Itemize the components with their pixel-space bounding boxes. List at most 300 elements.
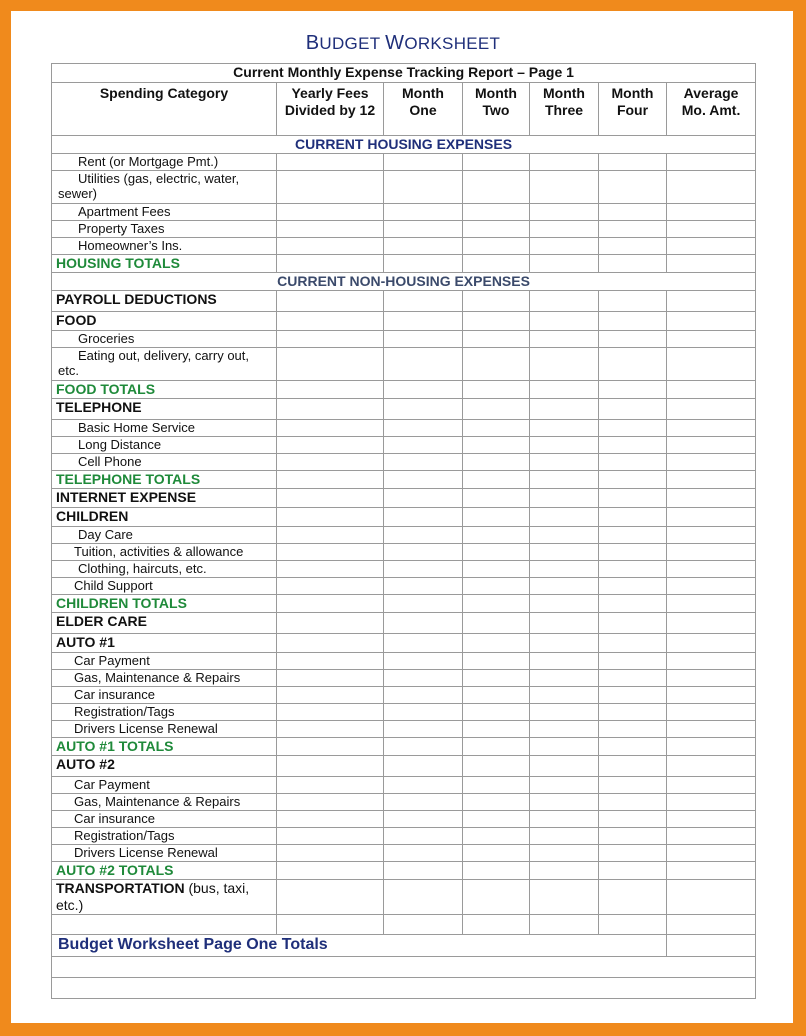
cell-input[interactable] <box>463 738 530 756</box>
cell-input[interactable] <box>667 561 756 578</box>
cell-input[interactable] <box>667 331 756 348</box>
cell-input[interactable] <box>463 508 530 527</box>
cell-input[interactable] <box>667 578 756 595</box>
cell-input[interactable] <box>463 670 530 687</box>
row-rent: Rent (or Mortgage Pmt.) <box>52 154 756 171</box>
cell-input[interactable] <box>530 437 599 454</box>
cell-input[interactable] <box>667 221 756 238</box>
cell-input[interactable] <box>463 704 530 721</box>
cell-input[interactable] <box>277 880 384 915</box>
cell-input[interactable] <box>667 828 756 845</box>
section-non-housing: CURRENT NON-HOUSING EXPENSES <box>52 273 756 291</box>
cell-input[interactable] <box>463 255 530 273</box>
cell-input[interactable] <box>667 613 756 634</box>
cell-input[interactable] <box>530 862 599 880</box>
cell-input[interactable] <box>667 862 756 880</box>
cell-input[interactable] <box>667 508 756 527</box>
cell-input[interactable] <box>384 331 463 348</box>
cell-input[interactable] <box>667 653 756 670</box>
cell-input[interactable] <box>277 828 384 845</box>
cell-input[interactable] <box>277 738 384 756</box>
cell-input[interactable] <box>599 687 667 704</box>
cell-input[interactable] <box>384 381 463 399</box>
cell-input[interactable] <box>384 291 463 312</box>
cell-input[interactable] <box>599 489 667 508</box>
row-day-care: Day Care <box>52 527 756 544</box>
cell-input[interactable] <box>384 634 463 653</box>
row-auto1-car-payment: Car Payment <box>52 653 756 670</box>
cell-input[interactable] <box>599 312 667 331</box>
cell-input[interactable] <box>384 221 463 238</box>
cell-input[interactable] <box>384 704 463 721</box>
cell-input[interactable] <box>384 756 463 777</box>
cell-input[interactable] <box>463 880 530 915</box>
cell-input[interactable] <box>530 670 599 687</box>
cell-input[interactable] <box>599 613 667 634</box>
cell-input[interactable] <box>667 204 756 221</box>
row-auto2-car-payment: Car Payment <box>52 777 756 794</box>
row-apartment-fees: Apartment Fees <box>52 204 756 221</box>
cell-input[interactable] <box>530 634 599 653</box>
cell-input[interactable] <box>277 777 384 794</box>
cell-input[interactable] <box>599 721 667 738</box>
row-clothing: Clothing, haircuts, etc. <box>52 561 756 578</box>
row-auto2-totals: AUTO #2 TOTALS <box>52 862 756 880</box>
cell-input[interactable] <box>599 794 667 811</box>
cell-input[interactable] <box>530 381 599 399</box>
cell-input[interactable] <box>384 489 463 508</box>
cell-input[interactable] <box>277 845 384 862</box>
cell-input[interactable] <box>384 471 463 489</box>
cell-input[interactable] <box>277 704 384 721</box>
cell-input[interactable] <box>277 634 384 653</box>
cell-input[interactable] <box>384 794 463 811</box>
row-auto2: AUTO #2 <box>52 756 756 777</box>
cell-input[interactable] <box>530 880 599 915</box>
cell-input[interactable] <box>463 561 530 578</box>
cell-input[interactable] <box>667 544 756 561</box>
cell-input[interactable] <box>599 578 667 595</box>
row-blank <box>52 957 756 978</box>
cell-input[interactable] <box>530 738 599 756</box>
cell-input[interactable] <box>384 171 463 204</box>
cell-input[interactable] <box>463 471 530 489</box>
cell-input[interactable] <box>463 595 530 613</box>
cell-input[interactable] <box>463 204 530 221</box>
cell-input[interactable] <box>599 915 667 935</box>
cell-input[interactable] <box>277 454 384 471</box>
row-housing-totals: HOUSING TOTALS <box>52 255 756 273</box>
cell-input[interactable] <box>463 828 530 845</box>
row-children-totals: CHILDREN TOTALS <box>52 595 756 613</box>
row-basic-home: Basic Home Service <box>52 420 756 437</box>
cell-input[interactable] <box>463 381 530 399</box>
cell-input[interactable] <box>530 255 599 273</box>
cell-input[interactable] <box>667 171 756 204</box>
header-average: Average Mo. Amt. <box>667 83 756 136</box>
cell-input[interactable] <box>599 204 667 221</box>
row-homeowners-ins: Homeowner’s Ins. <box>52 238 756 255</box>
cell-input[interactable] <box>530 653 599 670</box>
cell-input[interactable] <box>530 544 599 561</box>
cell-input[interactable] <box>384 508 463 527</box>
cell-input[interactable] <box>599 420 667 437</box>
cell-input[interactable] <box>463 312 530 331</box>
cell-input[interactable] <box>599 811 667 828</box>
cell-input[interactable] <box>530 508 599 527</box>
cell-input[interactable] <box>599 238 667 255</box>
cell-input[interactable] <box>277 687 384 704</box>
budget-table <box>51 63 756 999</box>
cell-input[interactable] <box>530 561 599 578</box>
cell-input[interactable] <box>667 348 756 381</box>
cell-input[interactable] <box>530 221 599 238</box>
cell-input[interactable] <box>463 527 530 544</box>
cell-input[interactable] <box>599 291 667 312</box>
cell-input[interactable] <box>463 454 530 471</box>
cell-input[interactable] <box>667 738 756 756</box>
cell-input[interactable] <box>384 880 463 915</box>
row-groceries: Groceries <box>52 331 756 348</box>
row-payroll: PAYROLL DEDUCTIONS <box>52 291 756 312</box>
cell-input[interactable] <box>530 348 599 381</box>
cell-input[interactable] <box>599 634 667 653</box>
cell-input[interactable] <box>277 255 384 273</box>
cell-input[interactable] <box>530 811 599 828</box>
cell-input[interactable] <box>599 670 667 687</box>
cell-input[interactable] <box>599 255 667 273</box>
cell-input[interactable] <box>384 721 463 738</box>
row-auto1-totals: AUTO #1 TOTALS <box>52 738 756 756</box>
cell-input[interactable] <box>277 578 384 595</box>
cell-input[interactable] <box>384 561 463 578</box>
cell-input[interactable] <box>667 381 756 399</box>
row-auto2-gas: Gas, Maintenance & Repairs <box>52 794 756 811</box>
cell-input[interactable] <box>667 811 756 828</box>
cell-input[interactable] <box>667 687 756 704</box>
cell-input[interactable] <box>277 312 384 331</box>
cell-input[interactable] <box>277 811 384 828</box>
cell-input[interactable] <box>384 595 463 613</box>
cell-input[interactable] <box>599 777 667 794</box>
row-auto1-license: Drivers License Renewal <box>52 721 756 738</box>
cell-input[interactable] <box>384 348 463 381</box>
cell-input[interactable] <box>599 828 667 845</box>
cell-input[interactable] <box>667 634 756 653</box>
cell-input[interactable] <box>463 777 530 794</box>
row-blank <box>52 978 756 999</box>
cell-input[interactable] <box>667 756 756 777</box>
cell-input[interactable] <box>277 171 384 204</box>
cell-input[interactable] <box>384 613 463 634</box>
cell-input[interactable] <box>530 704 599 721</box>
cell-input[interactable] <box>667 255 756 273</box>
cell-input[interactable] <box>463 238 530 255</box>
cell-input[interactable] <box>277 544 384 561</box>
cell-input[interactable] <box>530 420 599 437</box>
cell-input[interactable] <box>599 171 667 204</box>
cell-input[interactable] <box>667 794 756 811</box>
cell-input[interactable] <box>530 527 599 544</box>
cell-input[interactable] <box>277 862 384 880</box>
row-auto1: AUTO #1 <box>52 634 756 653</box>
cell-input[interactable] <box>384 544 463 561</box>
cell-input[interactable] <box>384 238 463 255</box>
row-auto2-license: Drivers License Renewal <box>52 845 756 862</box>
cell-input[interactable] <box>667 154 756 171</box>
cell-input[interactable] <box>530 154 599 171</box>
cell-input[interactable] <box>277 154 384 171</box>
cell-input[interactable] <box>384 399 463 420</box>
cell-input[interactable] <box>463 687 530 704</box>
header-spending-category: Spending Category <box>52 83 277 136</box>
cell-input[interactable] <box>384 255 463 273</box>
cell-input[interactable] <box>277 670 384 687</box>
cell-input[interactable] <box>599 348 667 381</box>
cell-input[interactable] <box>463 489 530 508</box>
cell-input[interactable] <box>599 154 667 171</box>
cell-input[interactable] <box>384 915 463 935</box>
cell-input[interactable] <box>530 777 599 794</box>
cell-input[interactable] <box>384 811 463 828</box>
cell-input[interactable] <box>384 670 463 687</box>
cell-input[interactable] <box>530 399 599 420</box>
cell-input[interactable] <box>530 471 599 489</box>
cell-input[interactable] <box>463 348 530 381</box>
cell-input[interactable] <box>599 544 667 561</box>
cell-input[interactable] <box>530 204 599 221</box>
cell-input[interactable] <box>599 738 667 756</box>
cell-input[interactable] <box>530 721 599 738</box>
row-page-totals: Budget Worksheet Page One Totals <box>52 935 756 957</box>
cell-input[interactable] <box>463 613 530 634</box>
cell-input[interactable] <box>277 399 384 420</box>
cell-input[interactable] <box>277 204 384 221</box>
cell-input[interactable] <box>599 508 667 527</box>
cell-input[interactable] <box>384 738 463 756</box>
cell-input[interactable] <box>384 527 463 544</box>
cell-input[interactable] <box>384 862 463 880</box>
cell-input[interactable] <box>599 756 667 777</box>
cell-input[interactable] <box>599 454 667 471</box>
cell-input[interactable] <box>463 794 530 811</box>
cell-input[interactable] <box>277 238 384 255</box>
cell-input[interactable] <box>384 845 463 862</box>
cell-input[interactable] <box>384 420 463 437</box>
cell-input[interactable] <box>384 154 463 171</box>
report-title: Current Monthly Expense Tracking Report – Page 1 <box>52 64 756 83</box>
cell-input[interactable] <box>277 437 384 454</box>
cell-input[interactable] <box>463 721 530 738</box>
cell-input[interactable] <box>599 381 667 399</box>
row-eating-out: Eating out, delivery, carry out, etc. <box>52 348 756 381</box>
cell-input[interactable] <box>463 291 530 312</box>
cell-input[interactable] <box>530 915 599 935</box>
cell-input[interactable] <box>277 561 384 578</box>
cell-input[interactable] <box>463 331 530 348</box>
cell-input[interactable] <box>667 915 756 935</box>
cell-input[interactable] <box>463 578 530 595</box>
cell-input[interactable] <box>52 957 756 978</box>
row-transportation: TRANSPORTATION (bus, taxi, etc.) <box>52 880 756 915</box>
cell-input[interactable] <box>52 978 756 999</box>
cell-input[interactable] <box>599 331 667 348</box>
cell-input[interactable] <box>463 171 530 204</box>
cell-input[interactable] <box>667 935 756 957</box>
cell-input[interactable] <box>530 312 599 331</box>
cell-input[interactable] <box>277 420 384 437</box>
cell-input[interactable] <box>667 670 756 687</box>
cell-input[interactable] <box>277 489 384 508</box>
cell-input[interactable] <box>384 312 463 331</box>
cell-input[interactable] <box>530 845 599 862</box>
cell-input[interactable] <box>52 915 277 935</box>
cell-input[interactable] <box>277 653 384 670</box>
cell-input[interactable] <box>277 595 384 613</box>
row-utilities: Utilities (gas, electric, water, sewer) <box>52 171 756 204</box>
cell-input[interactable] <box>384 777 463 794</box>
cell-input[interactable] <box>384 204 463 221</box>
cell-input[interactable] <box>599 880 667 915</box>
cell-input[interactable] <box>384 653 463 670</box>
cell-input[interactable] <box>463 915 530 935</box>
page-title: BUDGET WORKSHEET <box>305 32 501 54</box>
row-internet: INTERNET EXPENSE <box>52 489 756 508</box>
cell-input[interactable] <box>530 578 599 595</box>
cell-input[interactable] <box>599 595 667 613</box>
row-cell-phone: Cell Phone <box>52 454 756 471</box>
row-telephone: TELEPHONE <box>52 399 756 420</box>
cell-input[interactable] <box>530 613 599 634</box>
cell-input[interactable] <box>530 756 599 777</box>
cell-input[interactable] <box>277 915 384 935</box>
row-property-taxes: Property Taxes <box>52 221 756 238</box>
cell-input[interactable] <box>667 471 756 489</box>
cell-input[interactable] <box>463 221 530 238</box>
cell-input[interactable] <box>277 756 384 777</box>
row-food: FOOD <box>52 312 756 331</box>
cell-input[interactable] <box>599 527 667 544</box>
header-row <box>52 83 756 136</box>
cell-input[interactable] <box>599 437 667 454</box>
header-month-one: Month One <box>384 83 463 136</box>
cell-input[interactable] <box>599 471 667 489</box>
cell-input[interactable] <box>463 811 530 828</box>
cell-input[interactable] <box>530 454 599 471</box>
cell-input[interactable] <box>463 845 530 862</box>
cell-input[interactable] <box>599 399 667 420</box>
cell-input[interactable] <box>277 381 384 399</box>
cell-input[interactable] <box>463 399 530 420</box>
cell-input[interactable] <box>277 613 384 634</box>
cell-input[interactable] <box>384 578 463 595</box>
header-month-three: Month Three <box>530 83 599 136</box>
header-yearly-fees: Yearly Fees Divided by 12 <box>277 83 384 136</box>
cell-input[interactable] <box>667 437 756 454</box>
cell-input[interactable] <box>277 794 384 811</box>
section-housing: CURRENT HOUSING EXPENSES <box>52 136 756 154</box>
row-auto1-registration: Registration/Tags <box>52 704 756 721</box>
cell-input[interactable] <box>667 595 756 613</box>
row-long-distance: Long Distance <box>52 437 756 454</box>
cell-input[interactable] <box>667 399 756 420</box>
cell-input[interactable] <box>599 862 667 880</box>
report-title-row <box>52 64 756 83</box>
cell-input[interactable] <box>463 653 530 670</box>
cell-input[interactable] <box>384 687 463 704</box>
cell-input[interactable] <box>463 862 530 880</box>
cell-input[interactable] <box>277 471 384 489</box>
row-auto2-registration: Registration/Tags <box>52 828 756 845</box>
cell-input[interactable] <box>667 880 756 915</box>
cell-input[interactable] <box>599 561 667 578</box>
cell-input[interactable] <box>667 845 756 862</box>
cell-input[interactable] <box>599 221 667 238</box>
cell-input[interactable] <box>277 527 384 544</box>
row-auto2-insurance: Car insurance <box>52 811 756 828</box>
header-month-two: Month Two <box>463 83 530 136</box>
cell-input[interactable] <box>667 777 756 794</box>
cell-input[interactable] <box>277 331 384 348</box>
cell-input[interactable] <box>530 794 599 811</box>
row-auto1-gas: Gas, Maintenance & Repairs <box>52 670 756 687</box>
cell-input[interactable] <box>667 312 756 331</box>
cell-input[interactable] <box>384 454 463 471</box>
row-telephone-totals: TELEPHONE TOTALS <box>52 471 756 489</box>
cell-input[interactable] <box>277 291 384 312</box>
cell-input[interactable] <box>530 171 599 204</box>
cell-input[interactable] <box>384 437 463 454</box>
cell-input[interactable] <box>277 221 384 238</box>
cell-input[interactable] <box>463 634 530 653</box>
cell-input[interactable] <box>667 291 756 312</box>
cell-input[interactable] <box>277 508 384 527</box>
cell-input[interactable] <box>463 437 530 454</box>
header-month-four: Month Four <box>599 83 667 136</box>
cell-input[interactable] <box>463 544 530 561</box>
cell-input[interactable] <box>599 704 667 721</box>
cell-input[interactable] <box>530 828 599 845</box>
row-tuition: Tuition, activities & allowance <box>52 544 756 561</box>
cell-input[interactable] <box>530 687 599 704</box>
cell-input[interactable] <box>277 348 384 381</box>
cell-input[interactable] <box>384 828 463 845</box>
cell-input[interactable] <box>667 238 756 255</box>
cell-input[interactable] <box>530 291 599 312</box>
cell-input[interactable] <box>530 489 599 508</box>
row-elder-care: ELDER CARE <box>52 613 756 634</box>
cell-input[interactable] <box>463 756 530 777</box>
cell-input[interactable] <box>599 653 667 670</box>
cell-input[interactable] <box>530 331 599 348</box>
row-child-support: Child Support <box>52 578 756 595</box>
cell-input[interactable] <box>599 845 667 862</box>
cell-input[interactable] <box>667 420 756 437</box>
row-children: CHILDREN <box>52 508 756 527</box>
row-food-totals: FOOD TOTALS <box>52 381 756 399</box>
cell-input[interactable] <box>667 527 756 544</box>
cell-input[interactable] <box>667 454 756 471</box>
cell-input[interactable] <box>530 238 599 255</box>
cell-input[interactable] <box>463 420 530 437</box>
cell-input[interactable] <box>667 489 756 508</box>
cell-input[interactable] <box>667 704 756 721</box>
cell-input[interactable] <box>277 721 384 738</box>
cell-input[interactable] <box>463 154 530 171</box>
cell-input[interactable] <box>530 595 599 613</box>
row-blank <box>52 915 756 935</box>
cell-input[interactable] <box>667 721 756 738</box>
